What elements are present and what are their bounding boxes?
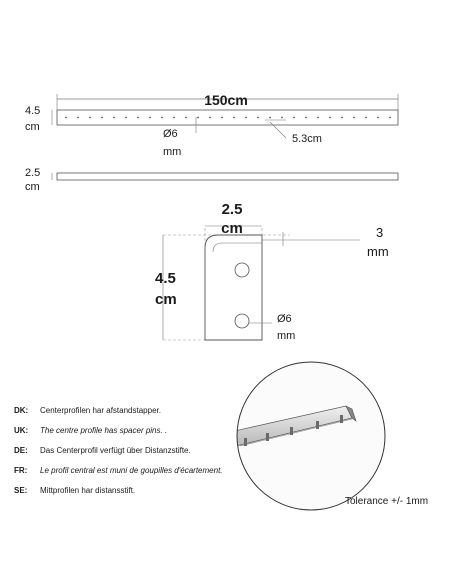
notes-list	[14, 405, 249, 505]
note-code: FR:	[14, 466, 28, 475]
note-code: SE:	[14, 486, 28, 495]
bar-hole	[209, 117, 211, 119]
wall-thickness-value: 3	[376, 225, 384, 240]
bar-hole	[365, 117, 367, 119]
spacer-pin	[316, 421, 319, 429]
side-view	[25, 167, 398, 193]
profile-hole-value: Ø6	[277, 313, 292, 325]
length-label: 150cm	[204, 92, 248, 108]
thickness-value: 2.5	[25, 167, 41, 179]
profile-height-unit: cm	[155, 291, 177, 308]
bar-hole	[317, 117, 319, 119]
bar-hole	[305, 117, 307, 119]
note-uk	[14, 425, 249, 445]
note-code: DK:	[14, 406, 29, 415]
note-code: UK:	[14, 426, 29, 435]
spacer-pin	[340, 415, 343, 423]
bar-hole	[389, 117, 391, 119]
bar-height-value: 4.5	[25, 105, 41, 117]
note-dk	[14, 405, 249, 425]
tolerance-note: Tolerance +/- 1mm	[345, 496, 429, 507]
bar-hole	[173, 117, 175, 119]
bar-height-unit: cm	[25, 121, 40, 133]
bar-hole	[341, 117, 343, 119]
bar-hole	[221, 117, 223, 119]
note-fr	[14, 465, 249, 485]
note-de	[14, 445, 249, 465]
spacer-pin	[266, 433, 269, 441]
profile-hole-lower	[235, 314, 249, 328]
bar-hole	[245, 117, 247, 119]
note-text: The centre profile has spacer pins. .	[40, 426, 168, 435]
hole-diameter-value: Ø6	[163, 128, 178, 140]
spacer-pin	[290, 427, 293, 435]
profile-hole-upper	[235, 263, 249, 277]
bar-hole	[89, 117, 91, 119]
bar-top-view	[57, 110, 398, 125]
note-se	[14, 485, 249, 505]
bar-hole	[293, 117, 295, 119]
bar-hole	[353, 117, 355, 119]
hole-diameter-unit: mm	[163, 146, 182, 158]
profile-photo-icon	[230, 362, 385, 510]
note-code: DE:	[14, 446, 28, 455]
top-view	[25, 92, 398, 158]
bar-hole	[161, 117, 163, 119]
note-text: Le profil central est muni de goupilles d'écartement.	[40, 466, 223, 475]
profile-height-value: 4.5	[155, 270, 176, 287]
note-text: Mittprofilen har distansstift.	[40, 486, 136, 495]
bar-hole	[101, 117, 103, 119]
bar-hole	[77, 117, 79, 119]
hole-spacing-label: 5.3cm	[292, 133, 322, 145]
bar-hole	[269, 117, 271, 119]
bar-hole	[137, 117, 139, 119]
bar-hole	[233, 117, 235, 119]
thickness-unit: cm	[25, 181, 40, 193]
profile-hole-unit: mm	[277, 330, 296, 342]
note-text: Centerprofilen har afstandstapper.	[40, 406, 161, 415]
bar-hole	[185, 117, 187, 119]
bar-hole	[65, 117, 67, 119]
bar-hole	[257, 117, 259, 119]
wall-thickness-unit: mm	[367, 244, 389, 259]
profile-outline	[205, 235, 262, 340]
profile-width-value: 2.5	[221, 201, 243, 218]
note-text: Das Centerprofil verfügt über Distanzstifte.	[40, 446, 191, 455]
bar-side-view	[57, 173, 398, 180]
profile-view	[155, 201, 389, 342]
bar-hole	[197, 117, 199, 119]
bar-hole	[329, 117, 331, 119]
bar-hole	[149, 117, 151, 119]
bar-hole	[125, 117, 127, 119]
bar-hole	[113, 117, 115, 119]
profile-width-unit: cm	[221, 220, 243, 237]
bar-hole	[377, 117, 379, 119]
bar-hole	[281, 117, 283, 119]
